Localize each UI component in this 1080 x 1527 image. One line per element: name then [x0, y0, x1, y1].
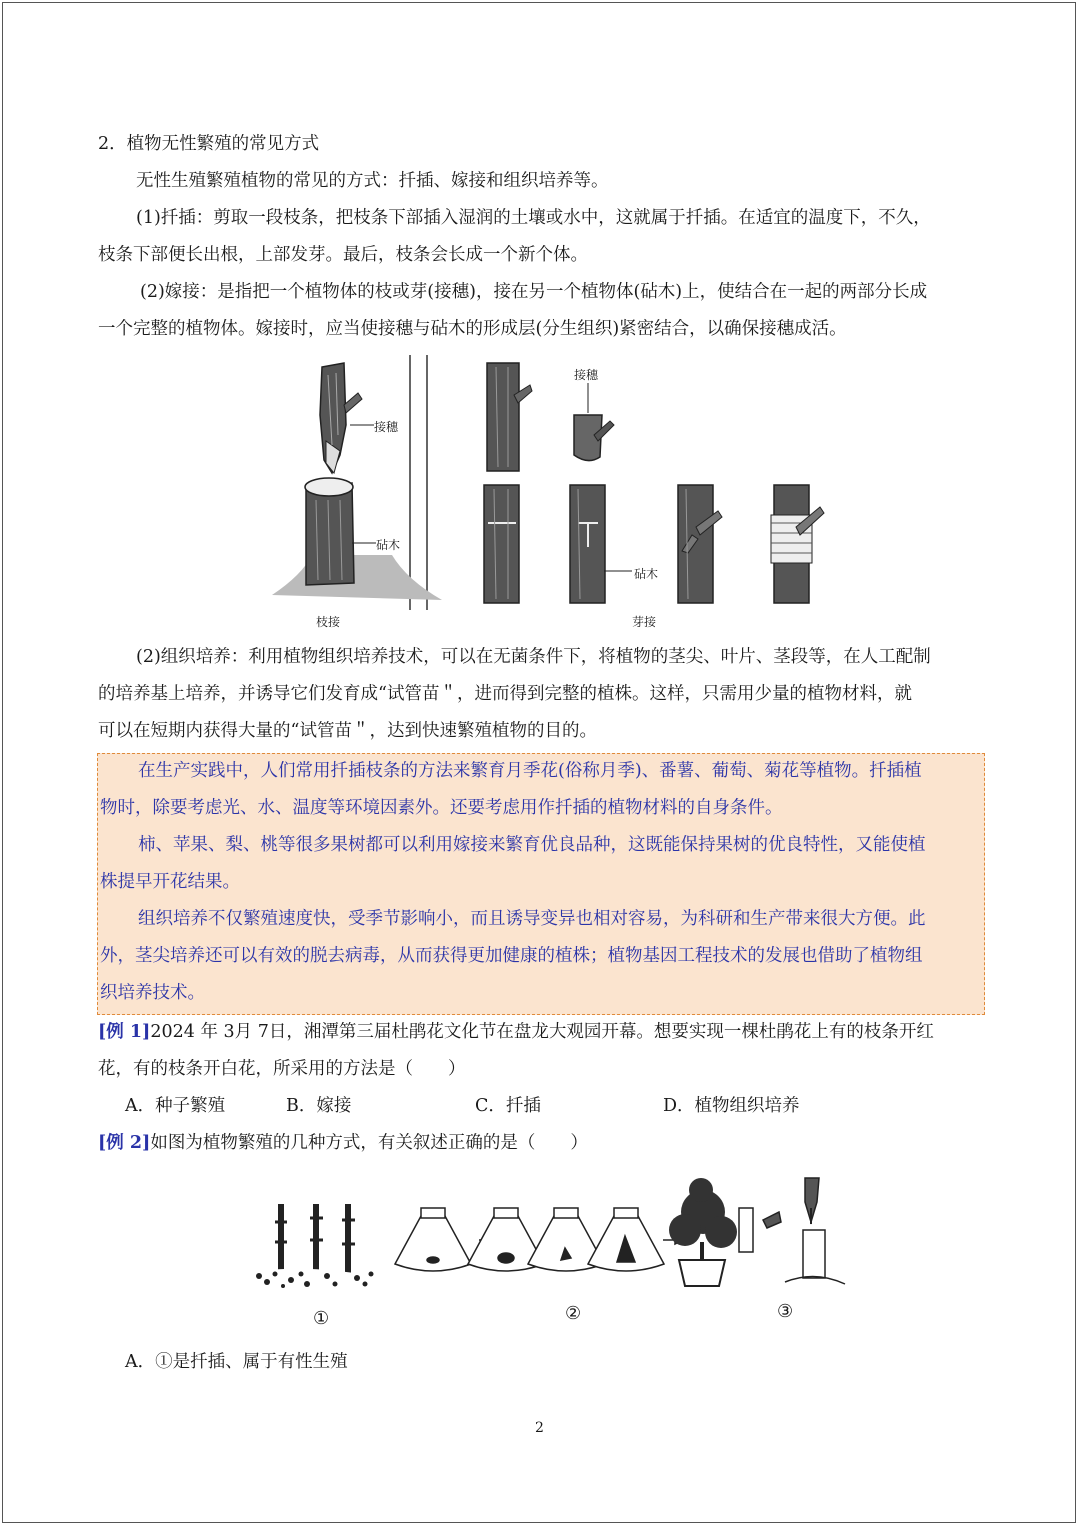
bud-scion-illustration	[574, 383, 614, 461]
tissue-line-1: (2)组织培养：利用植物组织培养技术，可以在无菌条件下，将植物的茎尖、叶片、茎段等，在人工配制	[136, 647, 931, 667]
figure-label-3: ③	[777, 1301, 794, 1322]
intro-paragraph: 无性生殖繁殖植物的常见的方式：扦插、嫁接和组织培养等。	[136, 171, 609, 191]
grafting-line-1: (2)嫁接：是指把一个植物体的枝或芽(接穗)，接在另一个植物体(砧木)上，使结合在一起的两部分长成	[140, 282, 928, 302]
example1-option-a: A．种子繁殖	[125, 1096, 226, 1116]
scion-illustration	[320, 363, 362, 473]
potted-plant-illustration	[669, 1178, 737, 1286]
note-p2-line1: 柿、苹果、梨、桃等很多果树都可以利用嫁接来繁育优良品种，这既能保持果树的优良特性，又能使植	[138, 835, 926, 855]
knowledge-note-box	[97, 753, 985, 1015]
bud-stock-label: 砧木	[634, 567, 659, 581]
example1-option-b: B．嫁接	[286, 1096, 352, 1116]
bud-graft-stock-top	[487, 363, 532, 471]
note-p3-line2: 外，茎尖培养还可以有效的脱去病毒，从而获得更加健康的植株；植物基因工程技术的发展也借助了植物组	[100, 946, 923, 966]
note-p2-line2: 株提早开花结果。	[100, 872, 240, 892]
bud-scion-label: 接穗	[574, 368, 599, 382]
tissue-culture-illustration	[395, 1208, 683, 1271]
example2-text: 如图为植物繁殖的几种方式，有关叙述正确的是（ ）	[150, 1133, 588, 1153]
example2-option-a: A．①是扦插、属于有性生殖	[125, 1352, 348, 1372]
grafting-figure	[262, 355, 852, 630]
example1-line2: 花，有的枝条开白花，所采用的方法是（ ）	[98, 1059, 466, 1079]
note-p3-line1: 组织培养不仅繁殖速度快，受季节影响小，而且诱导变异也相对容易，为科研和生产带来很大方便。此	[138, 909, 926, 929]
example1-tag: [例 1]	[98, 1022, 151, 1042]
branch-graft-caption: 枝接	[316, 615, 341, 629]
tissue-line-2: 的培养基上培养，并诱导它们发育成“试管苗＂，进而得到完整的植株。这样，只需用少量的植物材料，就	[98, 684, 912, 704]
bud-graft-steps	[484, 485, 824, 603]
section-heading: 2．植物无性繁殖的常见方式	[98, 134, 320, 154]
note-p1-line1: 在生产实践中，人们常用扦插枝条的方法来繁育月季花(俗称月季)、番薯、葡萄、菊花等植物。扦插植	[138, 761, 922, 781]
cutting-line-2: 枝条下部便长出根，上部发芽。最后，枝条会长成一个新个体。	[98, 245, 588, 265]
cutting-illustration	[253, 1204, 374, 1290]
note-p1-line2: 物时，除要考虑光、水、温度等环境因素外。还要考虑用作扦插的植物材料的自身条件。	[100, 798, 783, 818]
example2-tag: [例 2]	[98, 1133, 151, 1153]
grafting-line-2: 一个完整的植物体。嫁接时，应当使接穗与砧木的形成层(分生组织)紧密结合，以确保接穗成活。	[98, 319, 847, 339]
tissue-line-3: 可以在短期内获得大量的“试管苗＂，达到快速繁殖植物的目的。	[98, 721, 597, 741]
graft-illustration	[739, 1178, 845, 1284]
cutting-line-1: (1)扦插：剪取一段枝条，把枝条下部插入湿润的土壤或水中，这就属于扦插。在适宜的温度下，不久，	[136, 208, 931, 228]
stock-illustration	[272, 478, 442, 600]
page-number: 2	[535, 1420, 544, 1436]
example1-option-c: C．扦插	[475, 1096, 541, 1116]
scion-label: 接穗	[374, 420, 399, 434]
example1-text: 2024 年 3月 7日，湘潭第三届杜鹃花文化节在盘龙大观园开幕。想要实现一棵杜鹃花上有的枝条开红	[150, 1022, 934, 1042]
figure-label-1: ①	[313, 1308, 330, 1329]
example1-line1	[98, 1020, 934, 1044]
note-p3-line3: 织培养技术。	[100, 983, 205, 1003]
example1-option-d: D．植物组织培养	[663, 1096, 800, 1116]
example2-line	[98, 1131, 588, 1155]
figure-label-2: ②	[565, 1303, 582, 1324]
bud-graft-caption: 芽接	[632, 615, 657, 629]
stock-label: 砧木	[376, 538, 401, 552]
propagation-figure	[245, 1172, 855, 1302]
